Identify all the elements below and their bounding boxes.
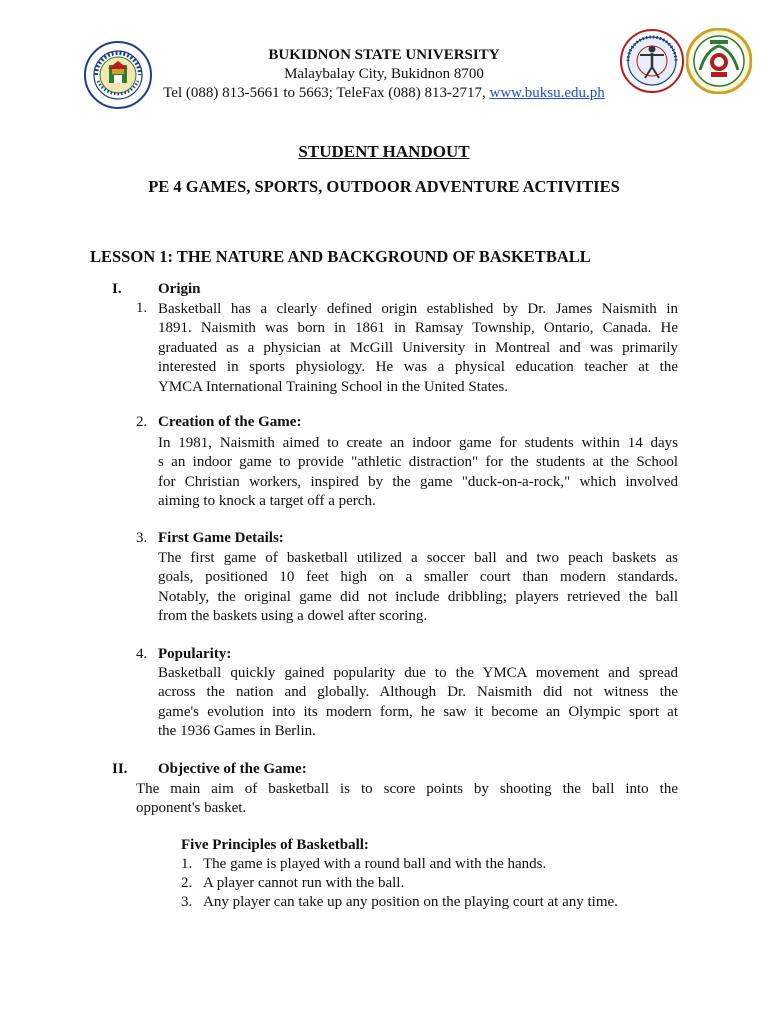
text-line: interested in sports physiology. He was a physical education teacher at the xyxy=(158,359,678,376)
university-header xyxy=(140,46,628,103)
document-title: STUDENT HANDOUT xyxy=(298,142,470,161)
text-line: for Christian workers, inspired by the game "duck-on-a-rock," which involved xyxy=(158,473,678,490)
text-line: Notably, the original game did not include dribbling; players retrieved the ball xyxy=(158,588,678,605)
university-name: BUKIDNON STATE UNIVERSITY xyxy=(268,47,500,63)
principle-text: Any player can take up any position on the playing court at any time. xyxy=(203,894,618,910)
section-numeral: II. xyxy=(112,761,128,777)
university-address: Malaybalay City, Bukidnon 8700 xyxy=(284,66,484,82)
text-line: across the nation and globally. Although Dr. Naismith did not witness the xyxy=(158,684,678,701)
text-line: 1891. Naismith was born in 1861 in Ramsay Township, Ontario, Canada. He xyxy=(158,320,678,337)
origin-paragraph xyxy=(158,300,678,397)
university-contact xyxy=(140,84,628,103)
text-line: the 1936 Games in Berlin. xyxy=(158,723,316,740)
objective-paragraph xyxy=(136,780,678,819)
section-heading-objective: Objective of the Game: xyxy=(158,761,307,777)
text-line: YMCA International Training School in the United States. xyxy=(158,378,508,395)
text-line: Basketball quickly gained popularity due to the YMCA movement and spread xyxy=(158,665,678,681)
principle-text: A player cannot run with the ball. xyxy=(203,875,405,891)
text-line: The main aim of basketball is to score points by shooting the ball into the xyxy=(136,781,678,797)
college-human-figure-logo xyxy=(620,29,684,93)
creation-paragraph xyxy=(158,434,678,512)
text-line: s an indoor game to provide "athletic distraction" for the students at the School xyxy=(158,454,678,471)
principle-number: 2. xyxy=(181,875,193,891)
item-heading-first-game: First Game Details: xyxy=(158,530,284,546)
text-line: from the baskets using a dowel after scoring. xyxy=(158,608,428,625)
section-heading-origin: Origin xyxy=(158,281,201,297)
department-seal-logo xyxy=(686,28,752,94)
principles-heading: Five Principles of Basketball: xyxy=(181,837,369,853)
lesson-heading: LESSON 1: THE NATURE AND BACKGROUND OF BASKETBALL xyxy=(90,247,591,266)
popularity-paragraph xyxy=(158,664,678,742)
text-line: graduated as a physician at McGill University in Montreal and was primarily xyxy=(158,339,678,356)
text-line: The first game of basketball utilized a soccer ball and two peach baskets as xyxy=(158,550,678,566)
text-line: game's evolution into its modern form, he saw it become an Olympic sport at xyxy=(158,703,678,720)
text-line: In 1981, Naismith aimed to create an indoor game for students within 14 days xyxy=(158,435,678,451)
first-game-paragraph xyxy=(158,549,678,627)
section-numeral: I. xyxy=(112,281,122,297)
principle-number: 1. xyxy=(181,856,193,872)
website-link[interactable]: www.buksu.edu.ph xyxy=(489,85,605,101)
text-line: opponent's basket. xyxy=(136,800,247,817)
course-title: PE 4 GAMES, SPORTS, OUTDOOR ADVENTURE ACTIVITIES xyxy=(148,177,620,196)
principle-number: 3. xyxy=(181,894,193,910)
item-heading-popularity: Popularity: xyxy=(158,646,232,662)
contact-numbers: Tel (088) 813-5661 to 5663; TeleFax (088) 813-2717, xyxy=(163,85,490,101)
item-number: 4. xyxy=(136,646,148,662)
principle-text: The game is played with a round ball and with the hands. xyxy=(203,856,547,872)
item-heading-creation: Creation of the Game: xyxy=(158,414,302,430)
text-line: aiming to knock a target off a perch. xyxy=(158,493,376,510)
item-number: 2. xyxy=(136,414,148,430)
text-line: Basketball has a clearly defined origin established by Dr. James Naismith in xyxy=(158,301,678,317)
item-number: 3. xyxy=(136,530,148,546)
item-number: 1. xyxy=(136,300,148,316)
text-line: goals, positioned 10 feet high on a smaller court than modern standards. xyxy=(158,569,678,586)
